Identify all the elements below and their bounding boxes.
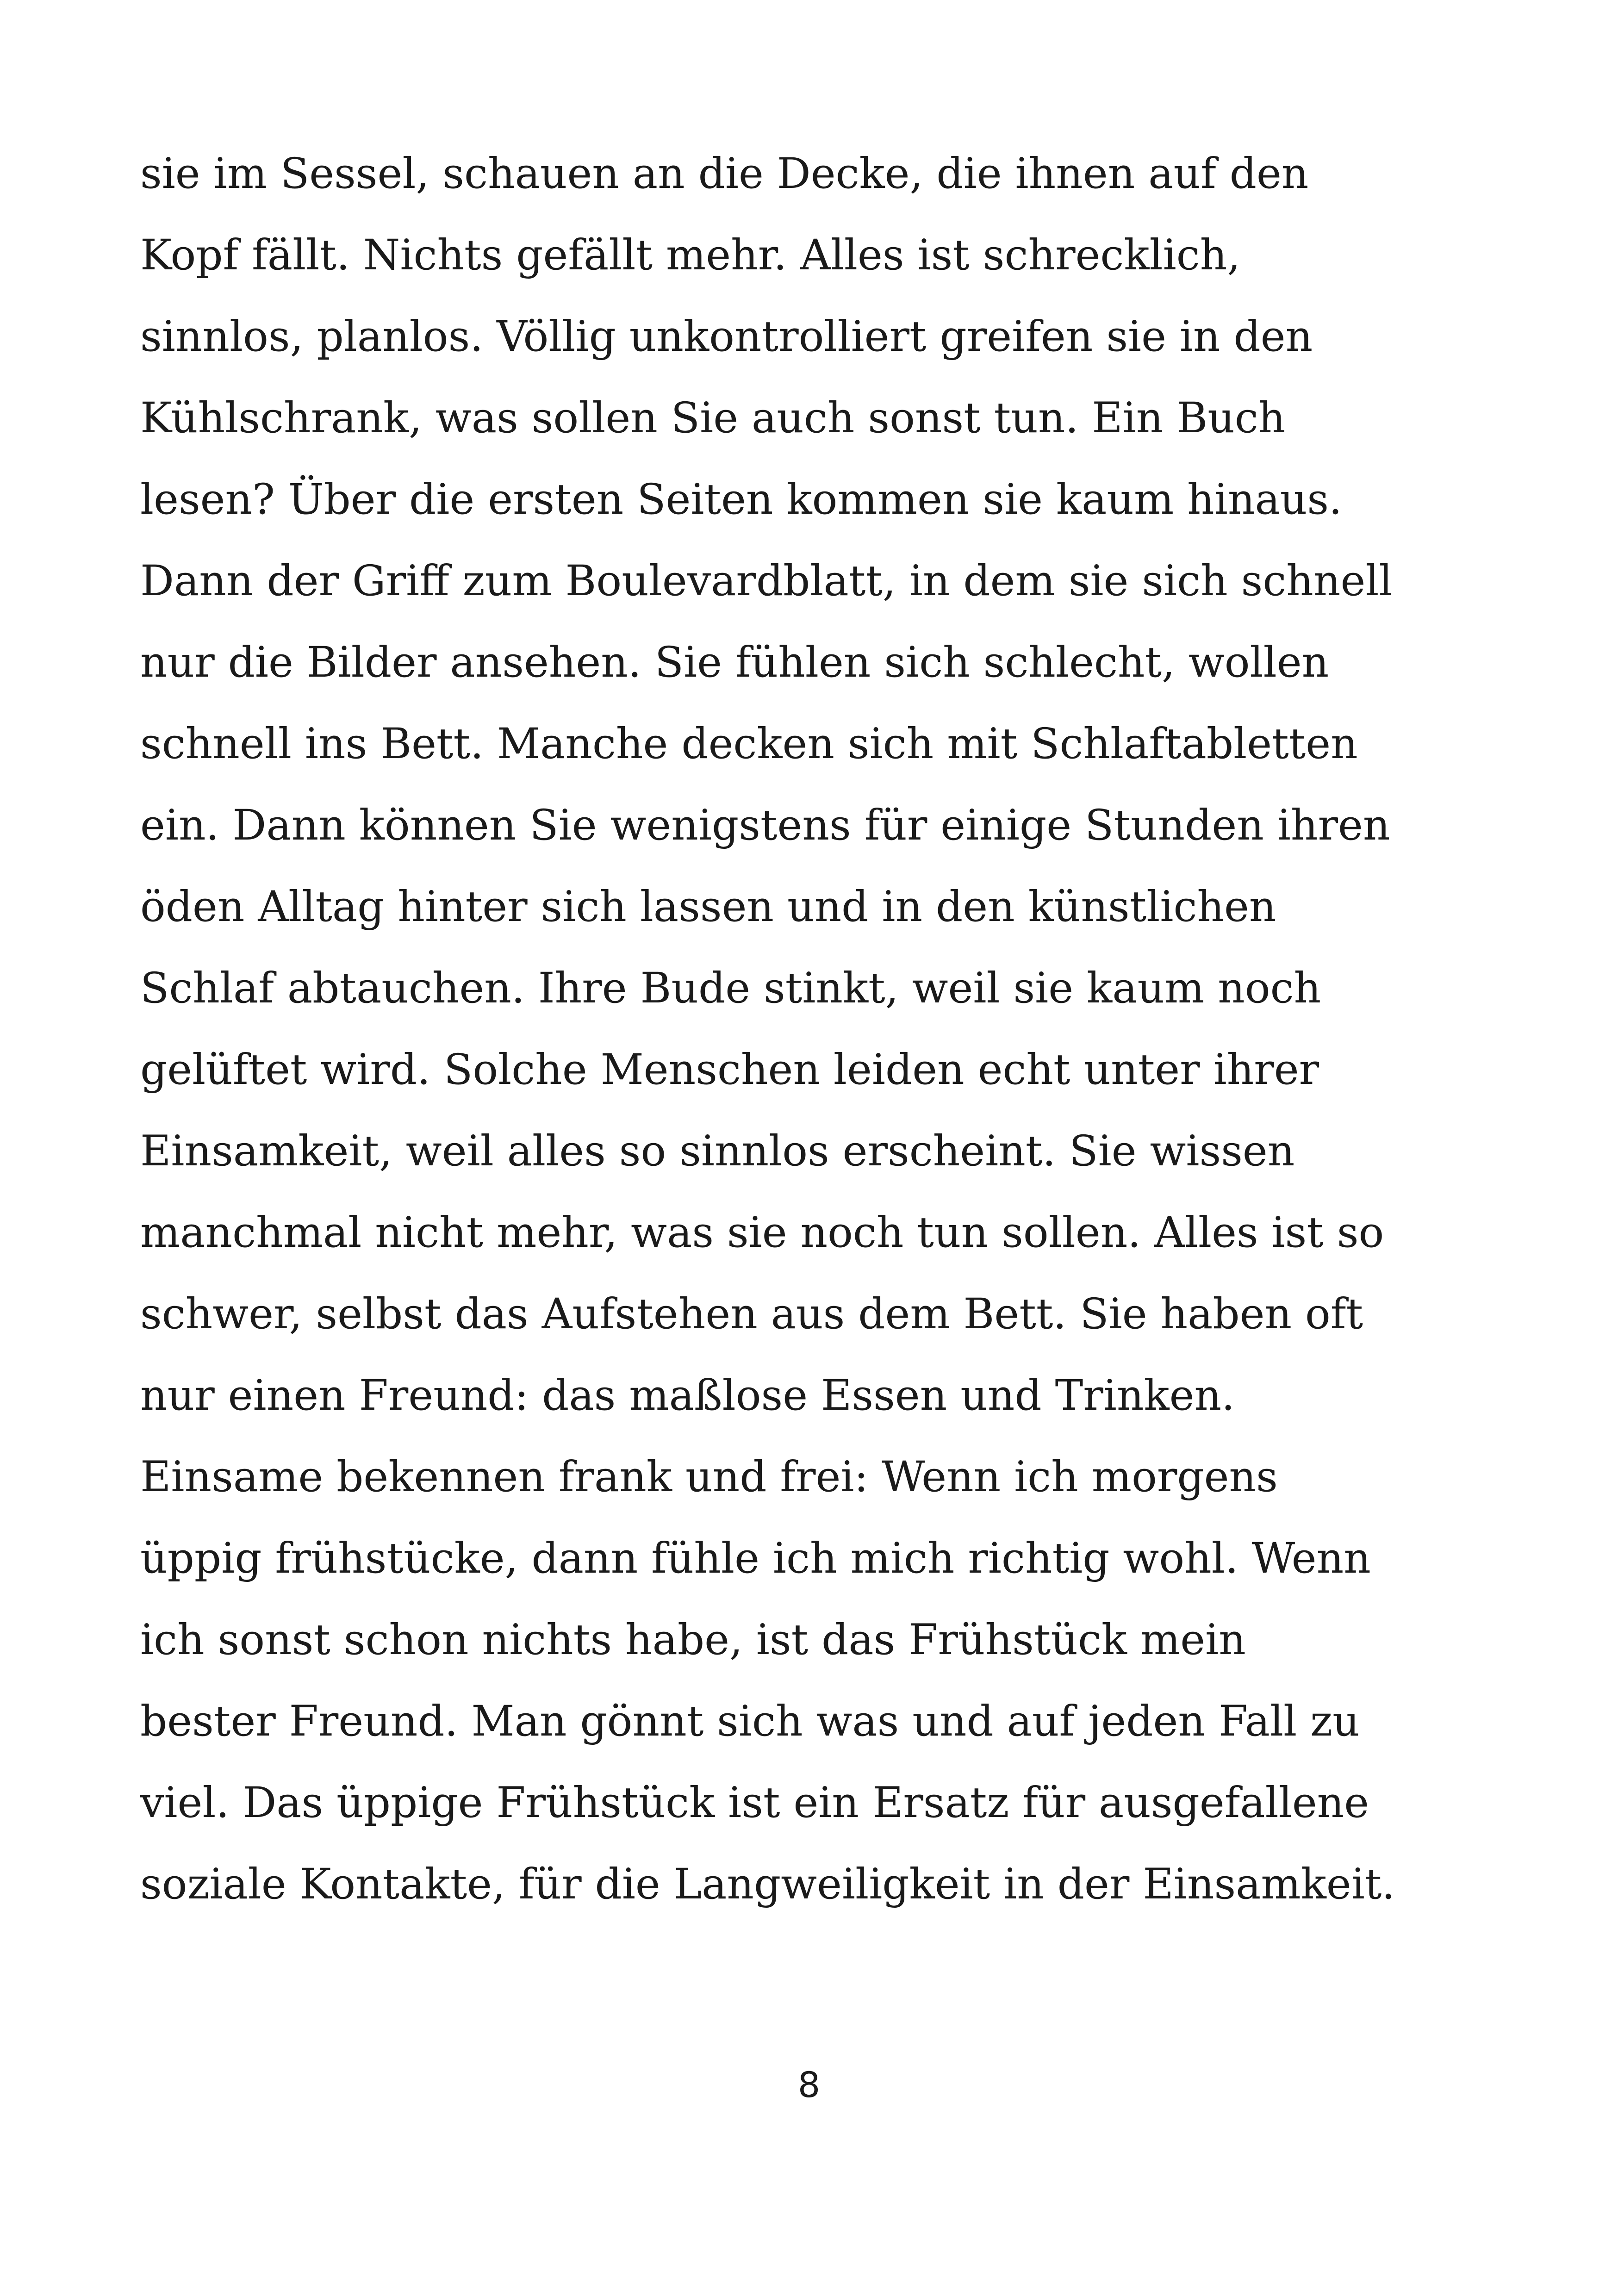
page-number: 8 (797, 2064, 821, 2105)
text-line: ein. Dann können Sie wenigstens für einige Stunden ihren (140, 801, 1390, 850)
text-line: ich sonst schon nichts habe, ist das Frühstück mein (140, 1616, 1246, 1664)
text-line: gelüftet wird. Solche Menschen leiden echt unter ihrer (140, 1045, 1319, 1094)
text-line: üppig frühstücke, dann fühle ich mich richtig wohl. Wenn (140, 1534, 1371, 1583)
text-line: Schlaf abtauchen. Ihre Bude stinkt, weil sie kaum noch (140, 964, 1321, 1013)
text-line: Einsamkeit, weil alles so sinnlos erscheint. Sie wissen (140, 1127, 1295, 1176)
text-line: schnell ins Bett. Manche decken sich mit Schlaftabletten (140, 720, 1358, 768)
text-line: schwer, selbst das Aufstehen aus dem Bett. Sie haben oft (140, 1290, 1363, 1338)
text-line: Einsame bekennen frank und frei: Wenn ich morgens (140, 1453, 1278, 1501)
text-line: nur die Bilder ansehen. Sie fühlen sich schlecht, wollen (140, 638, 1329, 687)
text-line: Kühlschrank, was sollen Sie auch sonst tun. Ein Buch (140, 394, 1286, 442)
text-line: öden Alltag hinter sich lassen und in den künstlichen (140, 883, 1276, 931)
text-line: bester Freund. Man gönnt sich was und auf jeden Fall zu (140, 1697, 1360, 1746)
text-line: sinnlos, planlos. Völlig unkontrolliert greifen sie in den (140, 312, 1313, 361)
text-line: soziale Kontakte, für die Langweiligkeit in der Einsamkeit. (140, 1860, 1395, 1909)
text-line: Kopf fällt. Nichts gefällt mehr. Alles ist schrecklich, (140, 231, 1241, 280)
text-line: nur einen Freund: das maßlose Essen und Trinken. (140, 1371, 1235, 1420)
text-line: viel. Das üppige Frühstück ist ein Ersatz für ausgefallene (140, 1779, 1369, 1827)
text-line: manchmal nicht mehr, was sie noch tun sollen. Alles ist so (140, 1208, 1384, 1257)
text-line: sie im Sessel, schauen an die Decke, die ihnen auf den (140, 149, 1309, 198)
body-text (140, 133, 1533, 1925)
text-line: Dann der Griff zum Boulevardblatt, in dem sie sich schnell (140, 557, 1393, 605)
text-line: lesen? Über die ersten Seiten kommen sie kaum hinaus. (140, 475, 1342, 524)
